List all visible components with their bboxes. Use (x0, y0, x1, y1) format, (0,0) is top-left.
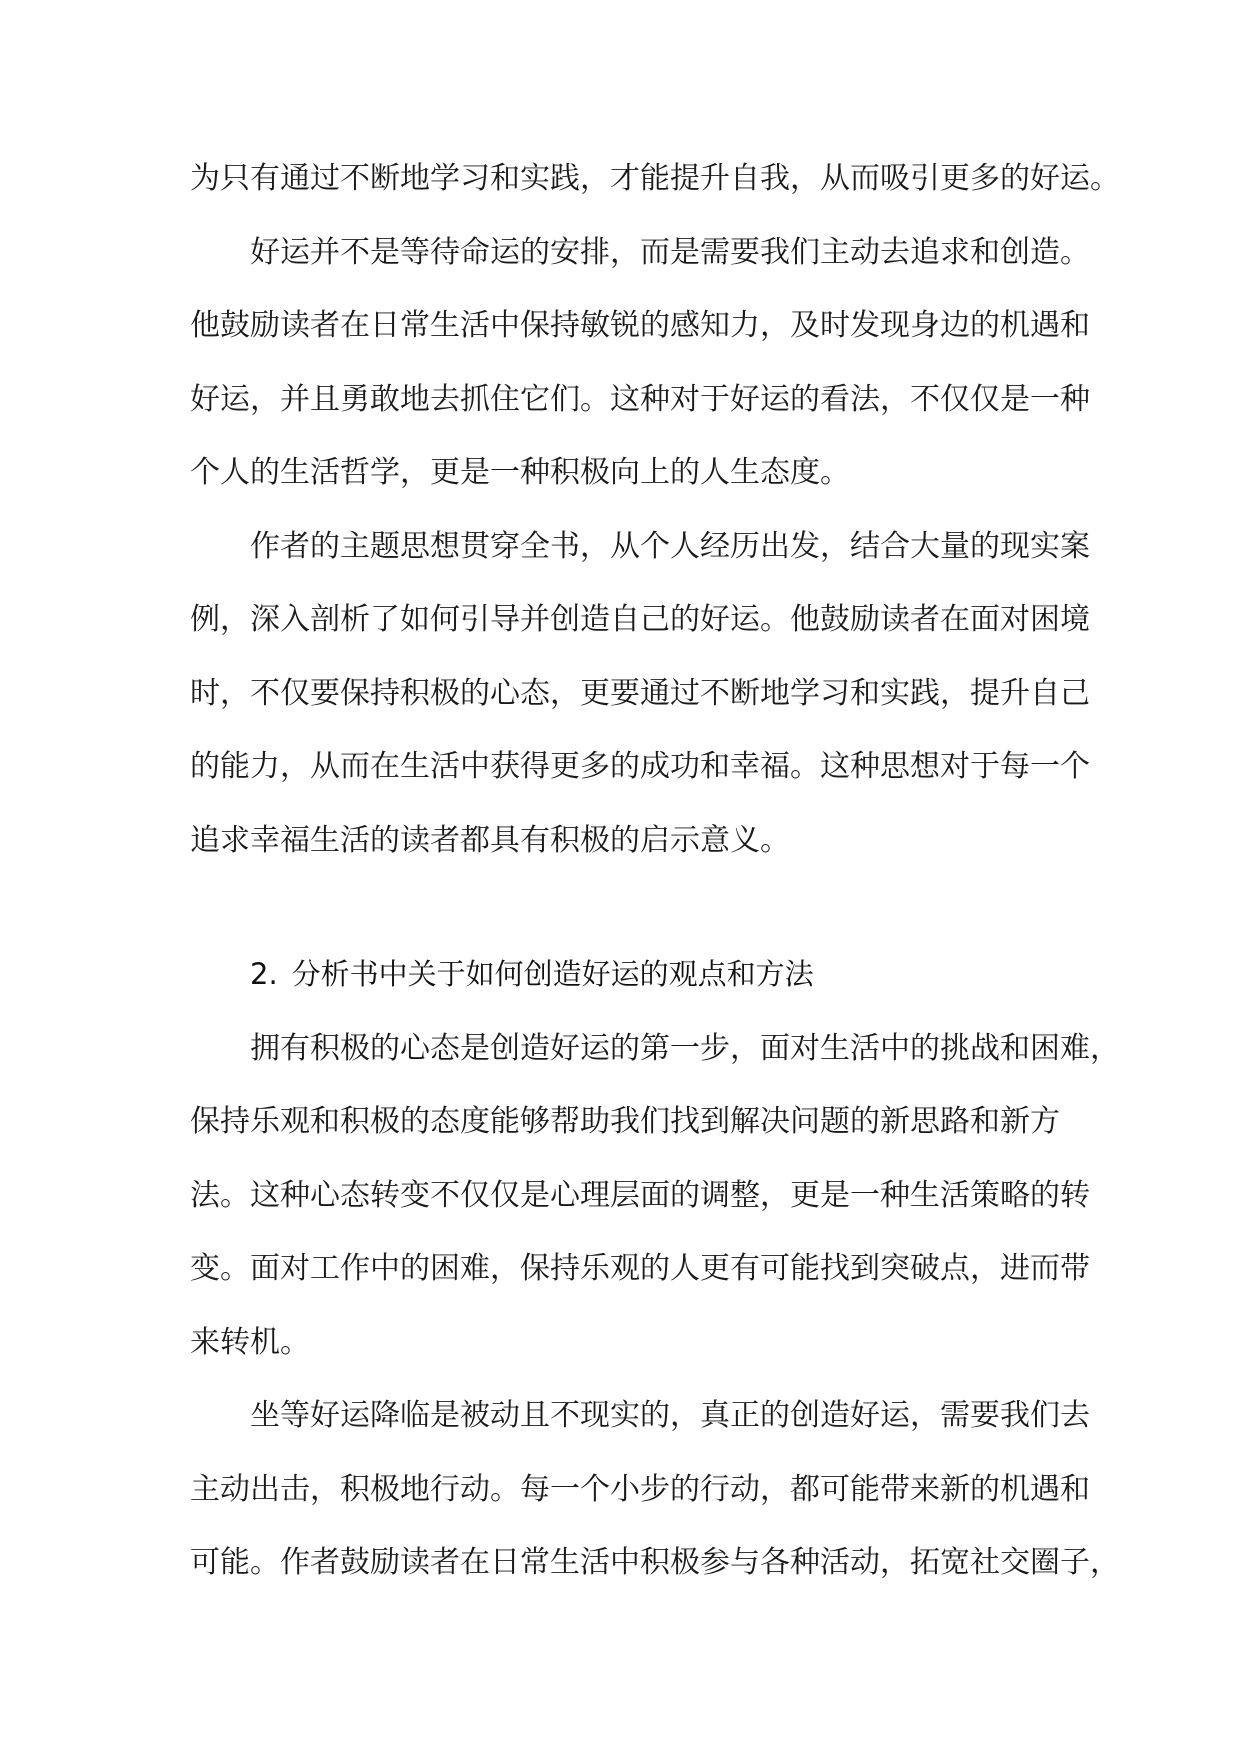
paragraph (190, 1012, 1120, 1380)
paragraph (190, 510, 1090, 878)
paragraph-line: 作者的主题思想贯穿全书，从个人经历出发，结合大量的现实案 (250, 528, 1090, 564)
paragraph-line: 好运，并且勇敢地去抓住它们。这种对于好运的看法，不仅仅是一种 (190, 381, 1090, 417)
paragraph-line: 保持乐观和积极的态度能够帮助我们找到解决问题的新思路和新方 (190, 1104, 1060, 1139)
paragraph-line: 法。这种心态转变不仅仅是心理层面的调整，更是一种生活策略的转 (190, 1177, 1090, 1213)
paragraph-line: 为只有通过不断地学习和实践，才能提升自我，从而吸引更多的好运。 (190, 161, 1120, 196)
paragraph-line: 可能。作者鼓励读者在日常生活中积极参与各种活动，拓宽社交圈子， (190, 1545, 1120, 1580)
paragraph-line: 个人的生活哲学，更是一种积极向上的人生态度。 (190, 455, 850, 490)
paragraph-line: 例，深入剖析了如何引导并创造自己的好运。他鼓励读者在面对困境 (190, 602, 1090, 637)
paragraph-line: 来转机。 (190, 1324, 310, 1360)
document-body (190, 142, 1120, 1600)
paragraph (190, 142, 1120, 216)
section-number: 2. (250, 957, 278, 991)
paragraph-line: 好运并不是等待命运的安排，而是需要我们主动去追求和创造。 (250, 234, 1090, 270)
paragraph-line: 主动出击，积极地行动。每一个小步的行动，都可能带来新的机遇和 (190, 1471, 1090, 1507)
paragraph-line: 变。面对工作中的困难，保持乐观的人更有可能找到突破点，进而带 (190, 1251, 1090, 1286)
paragraph (190, 216, 1090, 510)
section-title: 分析书中关于如何创造好运的观点和方法 (291, 957, 814, 991)
paragraph-line: 时，不仅要保持积极的心态，更要通过不断地学习和实践，提升自己 (190, 675, 1090, 711)
section-heading (190, 938, 1052, 1012)
paragraph-line: 拥有积极的心态是创造好运的第一步，面对生活中的挑战和困难， (250, 1030, 1120, 1066)
paragraph-line: 他鼓励读者在日常生活中保持敏锐的感知力，及时发现身边的机遇和 (190, 308, 1090, 343)
paragraph-line: 的能力，从而在生活中获得更多的成功和幸福。这种思想对于每一个 (190, 749, 1090, 784)
paragraph (190, 1379, 1120, 1600)
paragraph-line: 坐等好运降临是被动且不现实的，真正的创造好运，需要我们去 (250, 1398, 1090, 1433)
section-gap (190, 877, 1052, 938)
paragraph-line: 追求幸福生活的读者都具有积极的启示意义。 (190, 822, 790, 858)
